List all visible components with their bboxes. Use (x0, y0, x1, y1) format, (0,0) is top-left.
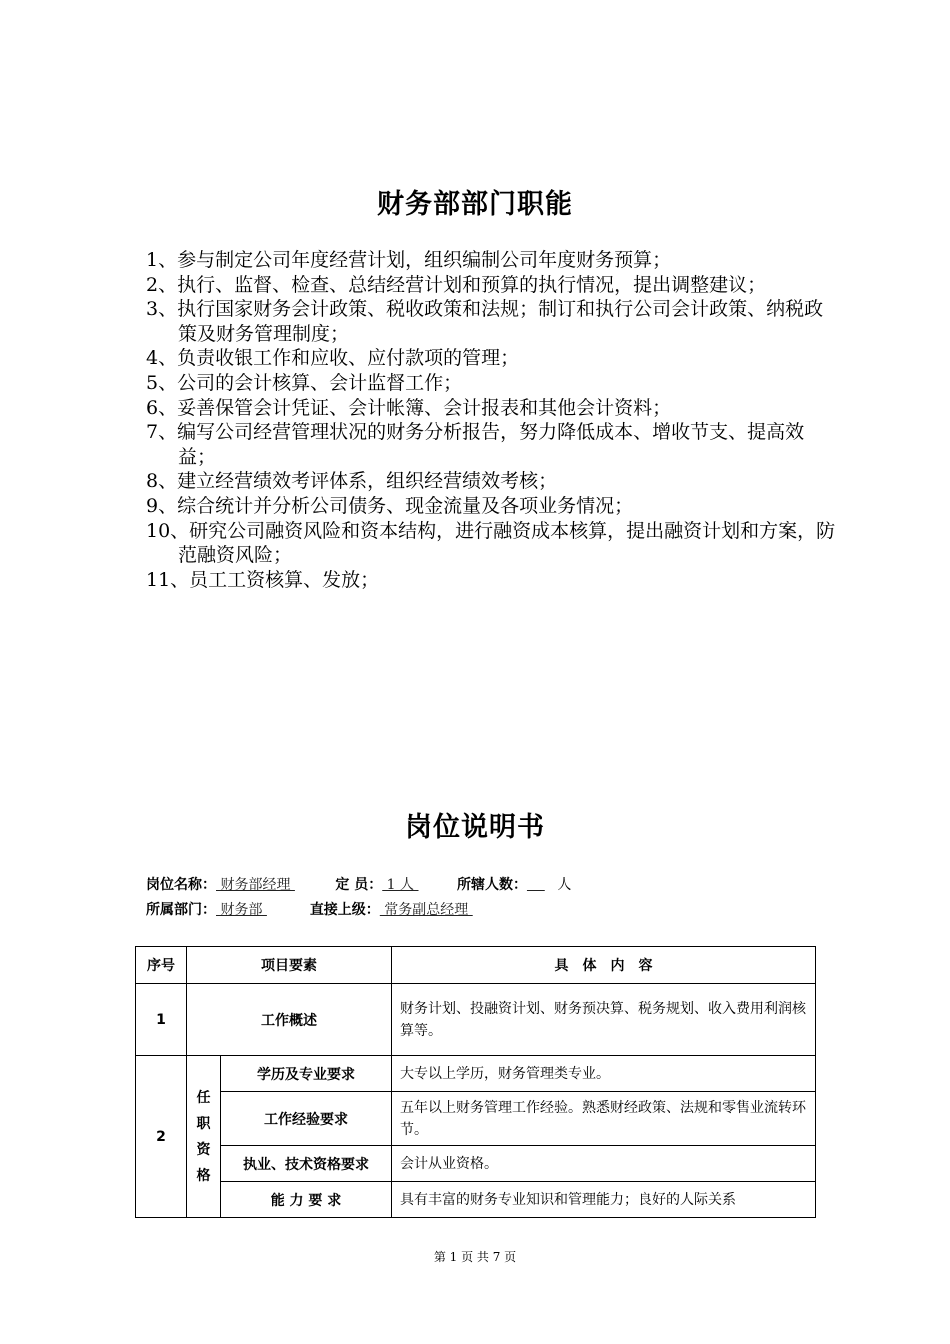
table-row (136, 1092, 816, 1146)
job-spec-table (135, 946, 816, 1218)
group-char: 资 (196, 1141, 211, 1158)
row-item: 工作概述 (187, 984, 392, 1056)
table-row (136, 1146, 816, 1182)
list-item: 11、员工工资核算、发放； (146, 568, 380, 591)
managed-value (527, 877, 553, 893)
managed-label: 所辖人数： (456, 877, 527, 893)
position-value: 财务部经理 (216, 877, 295, 893)
superior-label: 直接上级： (309, 902, 380, 918)
header-no: 序号 (136, 947, 187, 984)
position-label: 岗位名称： (146, 877, 216, 893)
list-item: 3、执行国家财务会计政策、税收政策和法规；制订和执行公司会计政策、纳税政策及财务管理制度； (146, 298, 824, 345)
page-footer: 第 1 页 共 7 页 (433, 1250, 517, 1264)
row-item: 执业、技术资格要求 (221, 1146, 392, 1182)
header-item: 项目要素 (187, 947, 392, 984)
group-char: 职 (196, 1115, 211, 1132)
list-item: 9、综合统计并分析公司债务、现金流量及各项业务情况； (146, 494, 634, 517)
managed-unit: 人 (557, 877, 572, 893)
row-content: 会计从业资格。 (392, 1146, 816, 1182)
table-row (136, 1056, 816, 1092)
list-item: 6、妥善保管会计凭证、会计帐簿、会计报表和其他会计资料； (146, 396, 672, 419)
list-item: 8、建立经营绩效考评体系，组织经营绩效考核； (146, 470, 558, 493)
superior-value: 常务副总经理 (379, 902, 473, 918)
row-item: 学历及专业要求 (221, 1056, 392, 1092)
row-no: 1 (136, 984, 187, 1056)
duties-list (146, 248, 836, 592)
quota-value: 1 人 (382, 877, 419, 893)
list-item: 10、研究公司融资风险和资本结构，进行融资成本核算，提出融资计划和方案，防范融资风险； (146, 519, 836, 567)
meta-row-1 (146, 874, 571, 894)
table-row (136, 984, 816, 1056)
list-item: 2、执行、监督、检查、总结经营计划和预算的执行情况，提出调整建议； (146, 273, 767, 296)
table-row (136, 1182, 816, 1218)
table-header-row (136, 947, 816, 984)
row-content: 具有丰富的财务专业知识和管理能力；良好的人际关系 (392, 1182, 816, 1218)
list-item: 5、公司的会计核算、会计监督工作； (146, 371, 463, 394)
list-item: 4、负责收银工作和应收、应付款项的管理； (146, 347, 520, 370)
row-content: 五年以上财务管理工作经验。熟悉财经政策、法规和零售业流转环节。 (392, 1092, 816, 1146)
quota-label: 定 员： (335, 877, 383, 893)
list-item: 1、参与制定公司年度经营计划，组织编制公司年度财务预算； (146, 249, 672, 271)
job-description-title: 岗位说明书 (405, 812, 545, 843)
dept-value: 财务部 (216, 902, 267, 918)
dept-label: 所属部门： (146, 902, 216, 918)
meta-row-2 (146, 899, 473, 919)
qualification-group-label (187, 1056, 221, 1218)
row-content: 财务计划、投融资计划、财务预决算、税务规划、收入费用利润核算等。 (392, 984, 816, 1056)
row-no: 2 (136, 1056, 187, 1218)
header-content: 具 体 内 容 (392, 947, 816, 984)
row-content: 大专以上学历，财务管理类专业。 (392, 1056, 816, 1092)
page-title: 财务部部门职能 (377, 189, 573, 220)
row-item: 能 力 要 求 (221, 1182, 392, 1218)
list-item: 7、编写公司经营管理状况的财务分析报告，努力降低成本、增收节支、提高效益； (146, 421, 805, 468)
group-char: 格 (196, 1167, 211, 1184)
group-char: 任 (196, 1089, 211, 1106)
row-item: 工作经验要求 (221, 1092, 392, 1146)
